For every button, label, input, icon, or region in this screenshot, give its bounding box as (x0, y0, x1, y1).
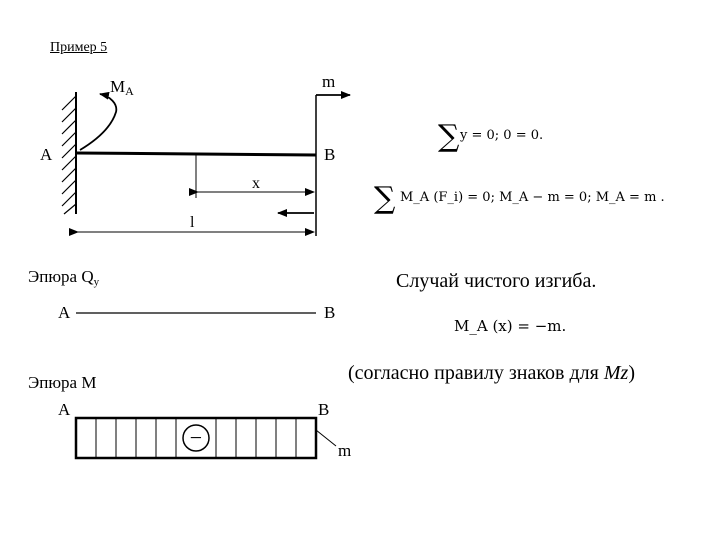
q-diagram-A-label: A (58, 303, 71, 322)
pure-bending-text: Случай чистого изгиба. (396, 270, 597, 292)
equation-moment-x: M_A (x) = −m. (454, 317, 567, 335)
m-diagram-leader (316, 430, 336, 446)
example-title: Пример 5 (50, 40, 108, 55)
minus-sign: − (189, 425, 203, 450)
m-diagram-A-label: A (58, 400, 71, 419)
equation-sum-y: y = 0; 0 = 0. (460, 128, 544, 143)
point-A-label: A (40, 145, 53, 164)
moment-MA-label: MA (110, 77, 134, 98)
point-B-label: B (324, 145, 336, 164)
equation-sum-moments: M_A (F_i) = 0; M_A − m = 0; M_A = m . (400, 190, 665, 205)
sum-symbol-2: ∑ (374, 181, 396, 216)
m-diagram-B-label: B (318, 400, 330, 419)
m-diagram-title: Эпюра М (28, 373, 97, 392)
moment-m-label: m (322, 72, 336, 91)
sign-rule-text: (согласно правилу знаков для Mz) (348, 362, 635, 384)
l-label: l (190, 214, 195, 231)
q-diagram-B-label: B (324, 303, 336, 322)
moment-MA-arrow (80, 94, 116, 150)
beam (76, 153, 316, 155)
q-diagram-title: Эпюра Qy (28, 267, 100, 288)
m-diagram-moment-label: m (338, 441, 352, 460)
sum-symbol-1: ∑ (438, 119, 460, 154)
x-label: x (252, 175, 260, 192)
fixed-support-wall (62, 92, 76, 214)
